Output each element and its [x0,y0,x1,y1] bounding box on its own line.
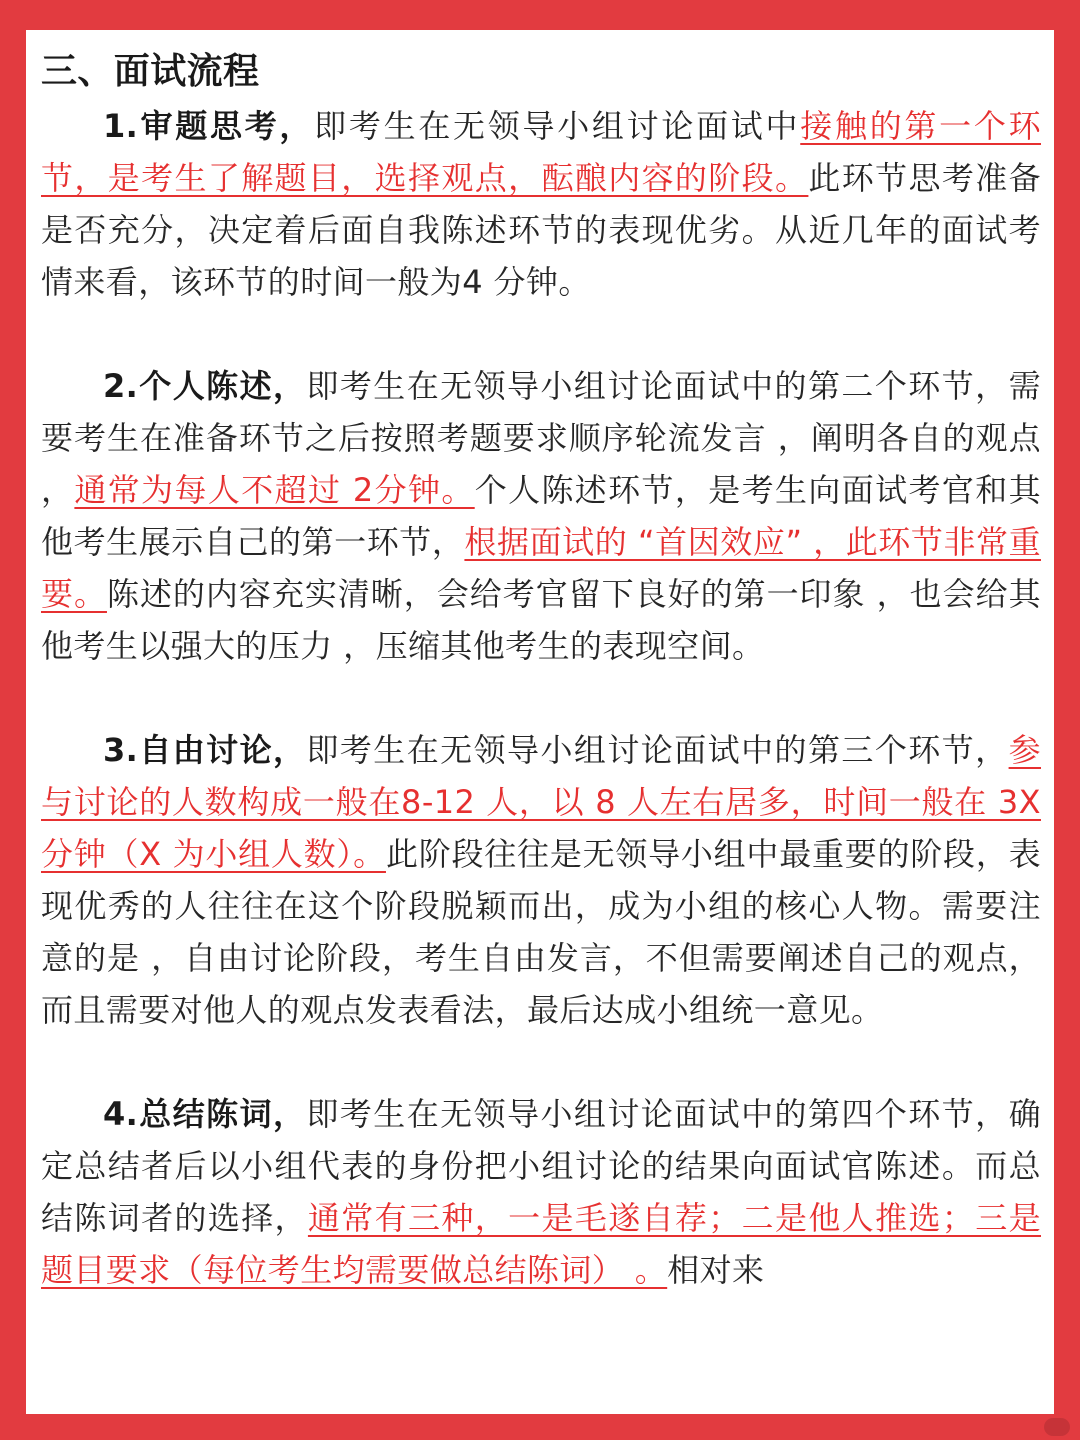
paragraph-text: 即考生在无领导小组讨论面试中 [314,107,801,145]
paragraph-discussion [41,724,1041,1036]
document-page [26,30,1054,1414]
paragraph-spacer [41,672,1041,724]
paragraph-summary [41,1088,1041,1296]
highlighted-text: 接触的第一个环节，是考生了解题目，选择观点，酝酿内容的阶段。 [41,107,1041,197]
paragraph-text: 陈述的内容充实清晰，会给考官留下良好的第一印象 ，也会给其他考生以强大的压力 ，压缩其他考生的表现空间。 [41,575,1041,665]
paragraph-lead: 3.自由讨论， [103,731,307,769]
paragraph-text: 个人陈述环节，是考生向面试考官和其他考生展示自己的第一环节， [41,471,1041,561]
paragraph-spacer [41,308,1041,360]
highlighted-text: 参与讨论的人数构成一般在8-12 人，以 8 人左右居多，时间一般在 3X 分钟（X 为小组人数）。 [41,731,1041,873]
paragraph-text: 此阶段往往是无领导小组中最重要的阶段，表现优秀的人往往在这个阶段脱颖而出，成为小组的核心人物。需要注意的是 ，自由讨论阶段，考生自由发言，不但需要阐述自己的观点，而且需要对他人的观点发表看法，最后达成小组统一意见。 [41,835,1041,1029]
highlighted-text: 根据面试的 “首因效应” ，此环节非常重要。 [41,523,1041,613]
document-content [41,44,1041,1296]
paragraph-text: 相对来 [667,1251,765,1289]
paragraph-text: 即考生在无领导小组讨论面试中的第二个环节，需要考生在准备环节之后按照考题要求顺序轮流发言 ，阐明各自的观点 ， [41,367,1041,509]
paragraph-statement [41,360,1041,672]
paragraph-lead: 4.总结陈词， [103,1095,307,1133]
paragraph-lead: 2.个人陈述， [103,367,307,405]
paragraph-review [41,100,1041,308]
highlighted-text: 通常为每人不超过 2分钟。 [74,471,475,509]
highlighted-text: 通常有三种，一是毛遂自荐；二是他人推选；三是题目要求（每位考生均需要做总结陈词） 。 [41,1199,1041,1289]
paragraph-lead: 1.审题思考， [103,107,315,145]
paragraph-spacer [41,1036,1041,1088]
paragraph-text: 即考生在无领导小组讨论面试中的第三个环节， [306,731,1009,769]
section-title: 三、面试流程 [41,51,260,92]
watermark-logo [1044,1418,1070,1436]
paragraph-text: 即考生在无领导小组讨论面试中的第四个环节，确定总结者后以小组代表的身份把小组讨论的结果向面试官陈述。而总结陈词者的选择， [41,1095,1041,1237]
paragraph-text: 此环节思考准备是否充分，决定着后面自我陈述环节的表现优劣。从近几年的面试考情来看，该环节的时间一般为4 分钟。 [41,159,1041,301]
